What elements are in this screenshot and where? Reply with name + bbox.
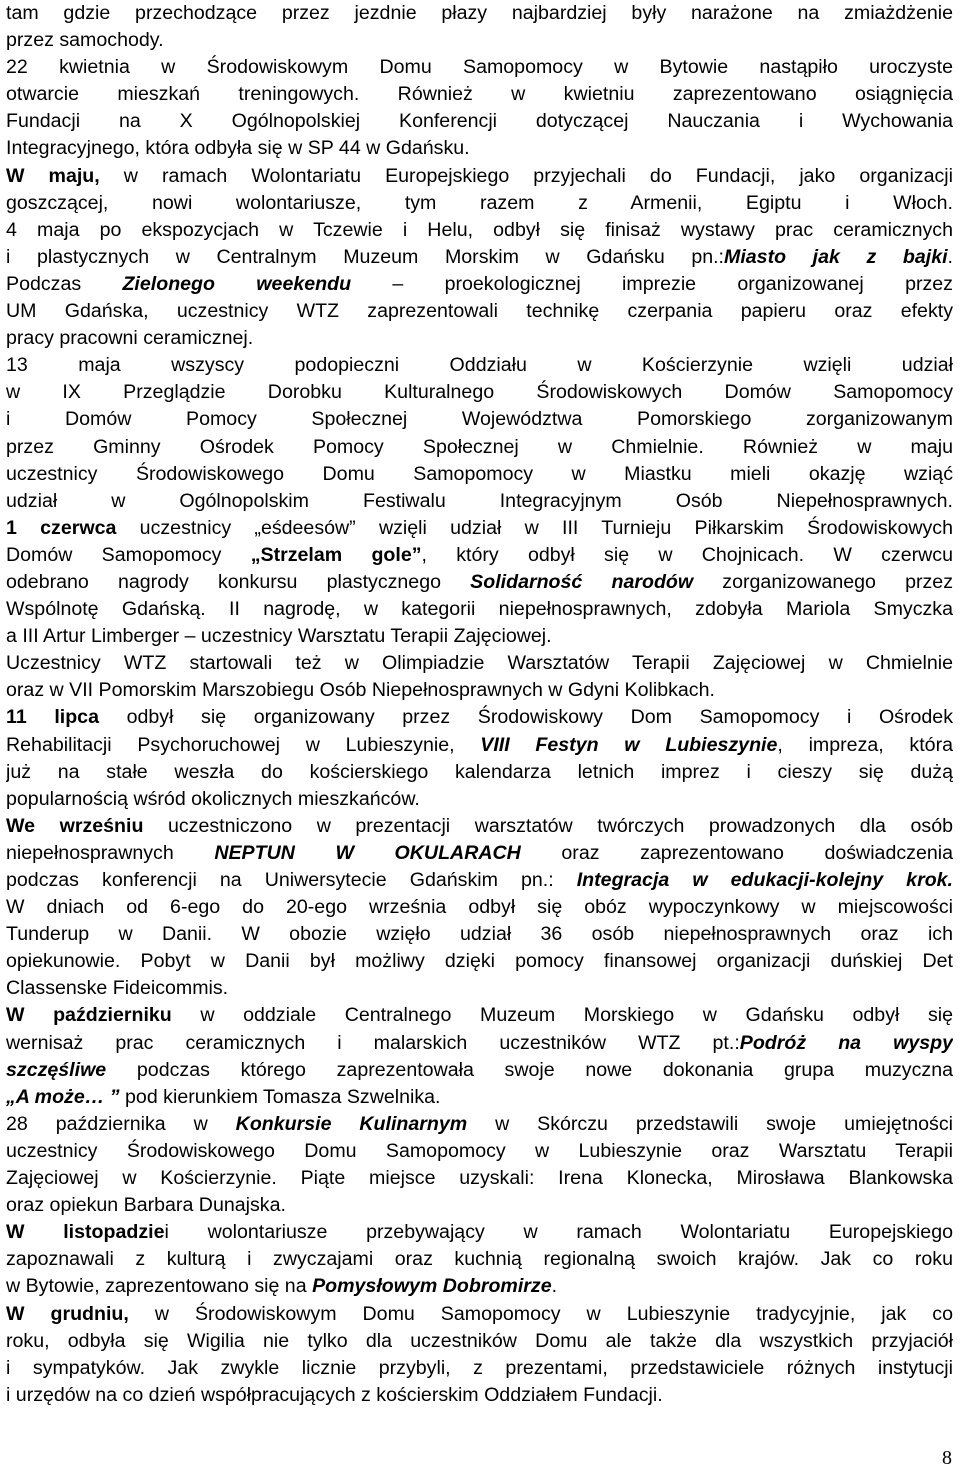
text-segment: a III Artur Limberger – uczestnicy Warsztatu Terapii Zajęciowej. [6,625,552,648]
text-line [6,569,953,596]
text-line [6,1328,953,1355]
emphasized-text: W listopadzie [6,1221,165,1244]
text-segment: Uczestnicy WTZ startowali też w Olimpiadzie Warsztatów Terapii Zajęciowej w Chmielnie [6,652,953,675]
text-line [6,704,953,731]
text-line [6,27,953,54]
text-segment: Classenske Fideicommis. [6,977,229,1000]
text-line [6,1057,953,1084]
text-segment: 22 kwietnia w Środowiskowym Domu Samopomocy w Bytowie nastąpiło uroczyste [6,56,953,79]
body-text [6,0,953,1409]
text-line [6,732,953,759]
emphasized-text: W maju, [6,164,100,187]
text-line [6,894,953,921]
text-segment: i urzędów na co dzień współpracujących z kościerskim Oddziałem Fundacji. [6,1383,663,1406]
emphasized-text: W październiku [6,1004,172,1027]
text-line [6,461,953,488]
text-segment: w Środowiskowym Domu Samopomocy w Lubieszynie tradycyjnie, jak co [128,1302,953,1325]
text-segment: , impreza, która [777,733,953,756]
text-segment: w Bytowie, zaprezentowano się na [6,1275,313,1298]
text-segment: pod kierunkiem Tomasza Szwelnika. [119,1085,441,1108]
text-line [6,488,953,515]
text-line [6,1301,953,1328]
text-line [6,271,953,298]
text-segment: w oddziale Centralnego Muzeum Morskiego w Gdańsku odbył się [171,1004,953,1027]
text-segment: podczas konferencji na Uniwersytecie Gdańskim pn.: [6,869,577,891]
text-segment: w Skórczu przedstawili swoje umiejętności [467,1112,953,1135]
text-line [6,0,953,27]
emphasized-text: NEPTUN W OKULARACH [214,841,521,864]
emphasized-text: Pomysłowym Dobromirze [312,1275,552,1298]
text-line [6,108,953,135]
emphasized-text: szczęśliwe [6,1058,107,1081]
text-segment: pracy pracowni ceramicznej. [6,327,254,350]
text-segment: , który odbył się w Chojnicach. W czerwcu [421,543,953,566]
text-segment: uczestniczono w prezentacji warsztatów twórczych prowadzonych dla osób [143,814,953,837]
text-line [6,1030,953,1057]
text-line [6,217,953,244]
text-line [6,813,953,840]
text-line [6,1355,953,1382]
text-line [6,921,953,948]
emphasized-text: Zielonego weekendu [122,272,352,295]
text-segment: 4 maja po ekspozycjach w Tczewie i Helu, odbył się finisaż wystawy prac ceramicznych [6,218,953,241]
text-segment: Podczas [6,272,123,295]
text-line [6,677,953,704]
text-segment: zorganizowanego przez [693,570,953,593]
emphasized-text: 1 czerwca [6,516,117,539]
text-line [6,840,953,867]
text-line [6,54,953,81]
text-line [6,1138,953,1165]
text-segment: podczas którego zaprezentowała swoje nowe dokonania grupa muzyczna [106,1058,953,1081]
text-segment: Rehabilitacji Psychoruchowej w Lubieszynie, [6,733,481,756]
text-segment: wernisaż prac ceramicznych i malarskich uczestników WTZ pt.: [6,1031,740,1054]
text-segment: 13 maja wszyscy podopieczni Oddziału w Kościerzynie wzięli udział [6,354,953,377]
text-line [6,325,953,352]
text-line [6,1165,953,1192]
text-segment: przez samochody. [6,29,164,52]
text-line [6,298,953,325]
text-segment: odbył się organizowany przez Środowiskowy Dom Samopomocy i Ośrodek [98,706,953,729]
text-segment: popularnością wśród okolicznych mieszkańców. [6,787,420,810]
text-segment: oraz w VII Pomorskim Marszobiegu Osób Niepełnosprawnych w Gdyni Kolibkach. [6,679,715,702]
text-segment: oraz zaprezentowano doświadczenia [520,841,953,864]
text-segment: w ramach Wolontariatu Europejskiego przyjechali do Fundacji, jako organizacji [99,164,953,187]
text-segment: uczestnicy „eśdeesów” wzięli udział w III Turnieju Piłkarskim Środowiskowych [116,516,953,539]
text-segment: niepełnosprawnych [6,841,215,864]
text-segment: i plastycznych w Centralnym Muzeum Morskim w Gdańsku pn.: [6,245,725,268]
text-segment: uczestnicy Środowiskowego Domu Samopomocy w Lubieszynie oraz Warsztatu Terapii [6,1139,953,1162]
text-line [6,190,953,217]
text-segment: odebrano nagrody konkursu plastycznego [6,570,471,593]
text-line [6,163,953,190]
emphasized-text: W grudniu, [6,1302,129,1325]
text-line [6,81,953,108]
text-segment: i sympatyków. Jak zwykle licznie przybyli, z prezentami, przedstawiciele różnych instytucji [6,1356,953,1379]
emphasized-text: Integracja w edukacji-kolejny krok. [576,869,953,891]
text-line [6,1084,953,1111]
text-line [6,867,953,894]
text-segment: Domów Samopomocy [6,543,251,566]
text-segment: i wolontariusze przebywający w ramach Wolontariatu Europejskiego [164,1221,953,1244]
text-segment: – proekologicznej imprezie organizowanej przez [351,272,953,295]
page-number: 8 [942,1447,952,1469]
text-segment: roku, odbyła się Wigilia nie tylko dla uczestników Domu ale także dla wszystkich przyjaciół [6,1329,953,1352]
text-segment: opiekunowie. Pobyt w Danii był możliwy dzięki pomocy finansowej organizacji duńskiej Det [6,950,953,973]
text-line [6,1002,953,1029]
text-segment: Zajęciowej w Kościerzynie. Piąte miejsce uzyskali: Irena Klonecka, Mirosława Blankowska [6,1167,953,1190]
text-segment: uczestnicy Środowiskowego Domu Samopomocy w Miastku mieli okazję wziąć [6,462,953,485]
emphasized-text: Miasto jak z bajki [724,245,948,268]
emphasized-text: Konkursie Kulinarnym [235,1112,468,1135]
emphasized-text: „Strzelam gole” [250,543,422,566]
text-line [6,1273,953,1300]
text-segment: Wspólnotę Gdańską. II nagrodę, w kategorii niepełnosprawnych, zdobyła Mariola Smyczka [6,598,953,621]
text-line [6,406,953,433]
text-segment: już na stałe weszła do kościerskiego kalendarza letnich imprez i cieszy się dużą [6,760,953,783]
text-line [6,1219,953,1246]
text-line [6,1111,953,1138]
text-segment: zapoznawali z kulturą i zwyczajami oraz kuchnią regionalną swoich krajów. Jak co roku [6,1248,953,1271]
text-segment: udział w Ogólnopolskim Festiwalu Integracyjnym Osób Niepełnosprawnych. [6,489,953,512]
text-segment: . [947,245,953,268]
text-segment: Fundacji na X Ogólnopolskiej Konferencji dotyczącej Nauczania i Wychowania [6,110,953,133]
text-segment: i Domów Pomocy Społecznej Województwa Pomorskiego zorganizowanym [6,408,953,431]
emphasized-text: Podróż na wyspy [739,1031,953,1054]
text-line [6,1382,953,1409]
text-line [6,379,953,406]
text-line [6,623,953,650]
text-line [6,650,953,677]
text-segment: tam gdzie przechodzące przez jezdnie płazy najbardziej były narażone na zmiażdżenie [6,2,953,24]
text-segment: 28 października w [6,1112,236,1135]
text-line [6,596,953,623]
text-line [6,135,953,162]
text-line [6,948,953,975]
emphasized-text: VIII Festyn w Lubieszynie [480,733,778,756]
text-segment: . [551,1275,558,1298]
text-segment: goszczącej, nowi wolontariusze, tym razem z Armenii, Egiptu i Włoch. [6,191,953,214]
text-segment: W dniach od 6-ego do 20-ego września odbył się obóz wypoczynkowy w miejscowości [6,896,953,919]
text-line [6,975,953,1002]
text-segment: Tunderup w Danii. W obozie wzięło udział 36 osób niepełnosprawnych oraz ich [6,923,953,946]
text-segment: przez Gminny Ośrodek Pomocy Społecznej w Chmielnie. Również w maju [6,435,953,458]
text-segment: w IX Przeglądzie Dorobku Kulturalnego Środowiskowych Domów Samopomocy [6,381,953,404]
text-line [6,244,953,271]
text-segment: otwarcie mieszkań treningowych. Również w kwietniu zaprezentowano osiągnięcia [6,83,953,106]
text-line [6,786,953,813]
text-segment: oraz opiekun Barbara Dunajska. [6,1194,286,1217]
text-line [6,434,953,461]
text-line [6,1192,953,1219]
emphasized-text: 11 lipca [6,706,99,729]
text-line [6,352,953,379]
text-segment: Integracyjnego, która odbyła się w SP 44 w Gdańsku. [6,137,470,160]
emphasized-text: Solidarność narodów [470,570,694,593]
emphasized-text: „A może… ” [6,1085,120,1108]
text-line [6,759,953,786]
text-line [6,515,953,542]
text-segment: UM Gdańska, uczestnicy WTZ zaprezentowali technikę czerpania papieru oraz efekty [6,300,953,323]
text-line [6,542,953,569]
text-line [6,1246,953,1273]
emphasized-text: We wrześniu [6,814,144,837]
